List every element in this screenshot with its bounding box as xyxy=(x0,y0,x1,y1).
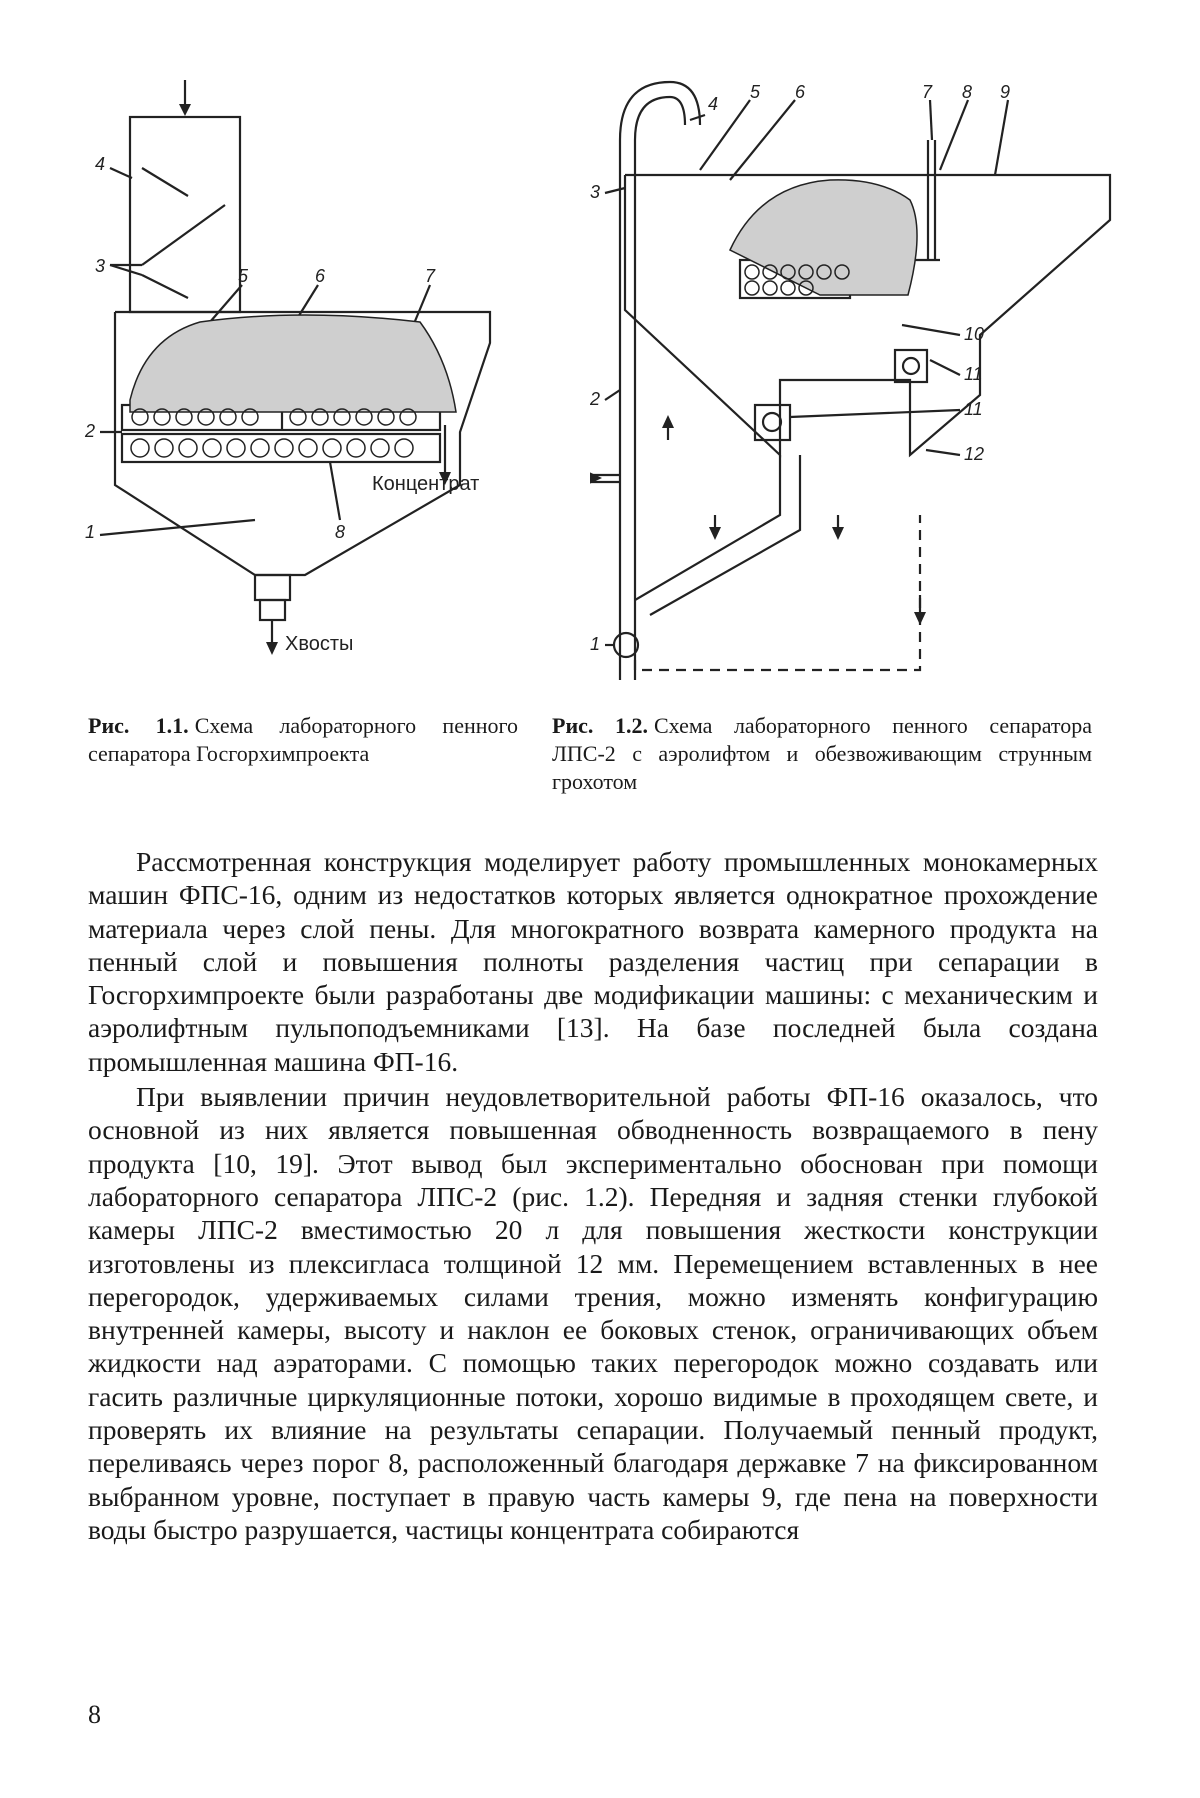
figure-1-2-svg xyxy=(590,60,1130,700)
label-3: 3 xyxy=(95,256,105,276)
label-6: 6 xyxy=(315,266,326,286)
figure-1-2-caption xyxy=(552,712,1092,796)
label-2-10: 10 xyxy=(964,324,984,344)
label-2-9: 9 xyxy=(1000,82,1010,102)
froth-layer-2 xyxy=(730,180,917,295)
paragraph: Рассмотренная конструкция моделирует работу промышленных монокамерных машин ФПС-16, одним из недостатков которых является однократное прохождение материала через слой пены. Для многократного возврата камерного продукта на пенный слой и повышения полноты разделения частиц при сепарации в Госгорхимпроекте были разработаны две модификации машины: с механическим и аэролифтным пульпоподъемниками [13]. На базе последней была создана промышленная машина ФП-16. xyxy=(88,845,1098,1078)
label-8: 8 xyxy=(335,522,345,542)
label-2-7: 7 xyxy=(922,82,933,102)
page-number: 8 xyxy=(88,1700,101,1730)
label-7: 7 xyxy=(425,266,436,286)
sensor-11a xyxy=(755,405,790,440)
concentrate-label: Концентрат xyxy=(372,473,479,495)
body-text xyxy=(88,845,1098,1546)
tails-outlet xyxy=(255,575,290,600)
sensor-11b xyxy=(895,350,927,382)
label-1: 1 xyxy=(85,522,95,542)
label-2-8: 8 xyxy=(962,82,972,102)
figure-1-1-caption-label: Рис. 1.1. xyxy=(88,713,189,738)
label-2: 2 xyxy=(84,421,95,441)
label-5: 5 xyxy=(238,266,249,286)
label-2-2: 2 xyxy=(590,389,600,409)
figure-1-1-svg xyxy=(70,60,540,700)
feeder-tube xyxy=(130,117,240,312)
label-2-11b: 11 xyxy=(964,399,983,419)
froth-layer xyxy=(130,315,456,412)
aerolift-tube xyxy=(620,82,700,680)
label-2-4: 4 xyxy=(708,94,718,114)
tails-label: Хвосты xyxy=(285,633,353,655)
paragraph: При выявлении причин неудовлетворительной работы ФП-16 оказалось, что основной из них является повышенная обводненность возвращаемого в пену продукта [10, 19]. Этот вывод был экспериментально обоснован при помощи лабораторного сепаратора ЛПС-2 (рис. 1.2). Передняя и задняя стенки глубокой камеры ЛПС-2 вместимостью 20 л для повышения жесткости конструкции изготовлены из плексигласа толщиной 12 мм. Перемещением вставленных в нее перегородок, удерживаемых силами трения, можно изменять конфигурацию внутренней камеры, высоту и наклон ее боковых стенок, ограничивающих объем жидкости над аэраторами. С помощью таких перегородок можно создавать или гасить различные циркуляционные потоки, хорошо видимые в проходящем свете, и проверять их влияние на результаты сепарации. Получаемый пенный продукт, переливаясь через порог 8, расположенный благодаря державке 7 на фиксированном выбранном уровне, поступает в правую часть камеры 9, где пена на поверхности воды быстро разрушается, частицы концентрата собираются xyxy=(88,1080,1098,1546)
label-2-11a: 11 xyxy=(964,364,983,384)
label-2-5: 5 xyxy=(750,82,761,102)
label-2-12: 12 xyxy=(964,444,984,464)
label-2-3: 3 xyxy=(590,182,600,202)
figure-1-2-caption-label: Рис. 1.2. xyxy=(552,713,648,738)
aerator-row-2 xyxy=(122,434,440,462)
figure-1-1-diagram xyxy=(70,60,540,700)
label-2-1: 1 xyxy=(590,634,600,654)
figure-1-1-caption-text: Схема лабораторного пенного сепаратора Госгорхимпроекта xyxy=(88,713,518,766)
label-4: 4 xyxy=(95,154,105,174)
figure-1-2-caption-text: Схема лабораторного пенного сепаратора ЛПС-2 с аэролифтом и обезвоживающим струнным грохотом xyxy=(552,713,1092,794)
figure-1-2-diagram xyxy=(590,60,1130,700)
label-2-6: 6 xyxy=(795,82,806,102)
figure-1-1-caption xyxy=(88,712,518,768)
